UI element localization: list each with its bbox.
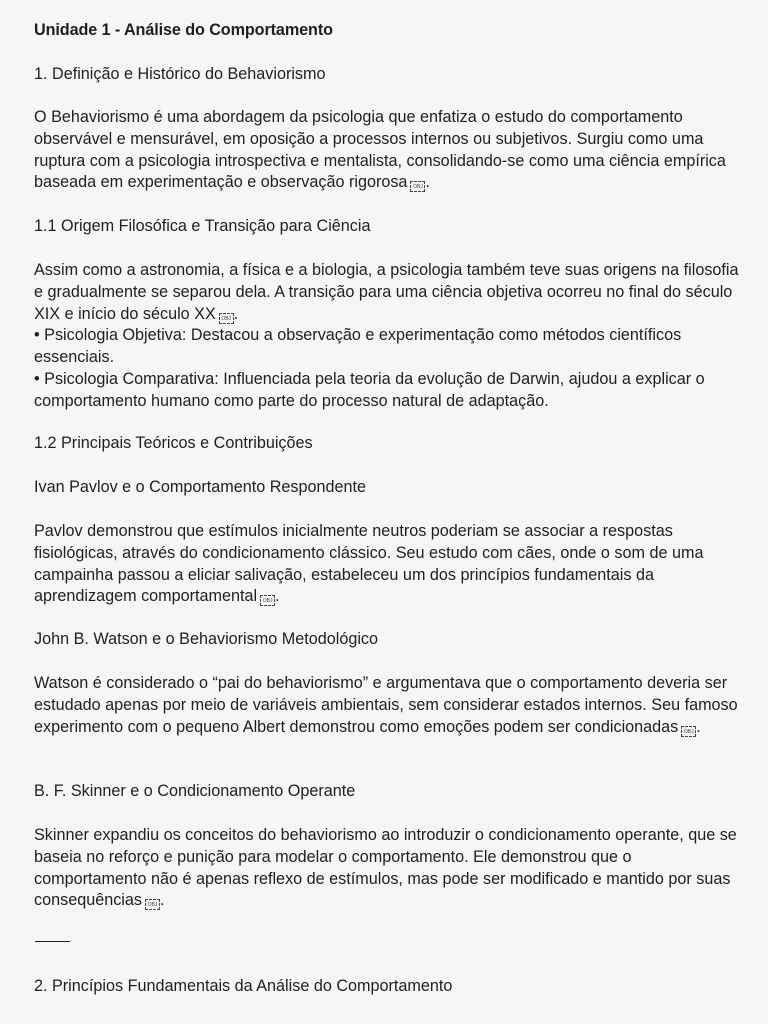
watson-paragraph	[34, 673, 740, 738]
pavlov-paragraph	[34, 521, 740, 608]
intro-text: O Behaviorismo é uma abordagem da psicologia que enfatiza o estudo do comportamento observável e mensurável, em oposição a processos internos ou subjetivos. Surgiu como uma ruptura com a psicologia introspectiva e mentalista, consolidando-se como uma ciência empírica baseada em experimentação e observação rigorosa	[34, 108, 726, 192]
skinner-text: Skinner expandiu os conceitos do behaviorismo ao introduzir o condicionamento operante, que se baseia no reforço e punição para modelar o comportamento. Ele demonstrou que o comportamento não é apenas reflexo de estímulos, mas pode ser modificado e mantido por suas consequências	[34, 826, 737, 910]
period: .	[696, 717, 701, 736]
skinner-heading: B. F. Skinner e o Condicionamento Operante	[34, 782, 356, 800]
origin-paragraph	[34, 260, 740, 325]
horizontal-rule	[35, 941, 70, 942]
period: .	[275, 587, 280, 606]
period: .	[160, 891, 165, 910]
object-placeholder-icon: OBJ	[260, 595, 275, 606]
bullet-objective-psychology: • Psicologia Objetiva: Destacou a observação e experimentação como métodos científicos essenciais.	[34, 326, 682, 366]
watson-text: Watson é considerado o “pai do behaviorismo” e argumentava que o comportamento deveria ser estudado apenas por meio de variáveis ambientais, sem considerar estados internos. Seu famoso experimento com o pequeno Albert demonstrou como emoções podem ser condicionadas	[34, 674, 738, 736]
pavlov-text: Pavlov demonstrou que estímulos inicialmente neutros poderiam se associar a respostas fisiológicas, através do condicionamento clássico. Seu estudo com cães, onde o som de uma campainha passou a eliciar salivação, estabeleceu um dos princípios fundamentais da aprendizagem comportamental	[34, 522, 704, 606]
watson-heading: John B. Watson e o Behaviorismo Metodológico	[34, 630, 379, 648]
section-2-heading: 2. Princípios Fundamentais da Análise do Comportamento	[34, 977, 453, 995]
intro-paragraph	[34, 107, 740, 194]
object-placeholder-icon: OBJ	[145, 899, 160, 910]
origin-text: Assim como a astronomia, a física e a biologia, a psicologia também teve suas origens na filosofia e gradualmente se separou dela. A transição para uma ciência objetiva ocorreu no final do século XIX e início do século XX	[34, 261, 739, 323]
bullet-comparative-psychology: • Psicologia Comparativa: Influenciada pela teoria da evolução de Darwin, ajudou a explicar o comportamento humano como parte do processo natural de adaptação.	[34, 370, 705, 410]
object-placeholder-icon: OBJ	[410, 181, 425, 192]
pavlov-heading: Ivan Pavlov e o Comportamento Respondente	[34, 478, 367, 496]
section-1-2-heading: 1.2 Principais Teóricos e Contribuições	[34, 434, 313, 452]
period: .	[425, 173, 430, 192]
object-placeholder-icon: OBJ	[219, 313, 234, 324]
document-title: Unidade 1 - Análise do Comportamento	[34, 21, 333, 39]
object-placeholder-icon: OBJ	[681, 726, 696, 737]
section-1-heading: 1. Definição e Histórico do Behaviorismo	[34, 65, 326, 83]
section-1-1-heading: 1.1 Origem Filosófica e Transição para Ciência	[34, 217, 371, 235]
period: .	[233, 304, 239, 323]
skinner-paragraph	[34, 825, 740, 912]
